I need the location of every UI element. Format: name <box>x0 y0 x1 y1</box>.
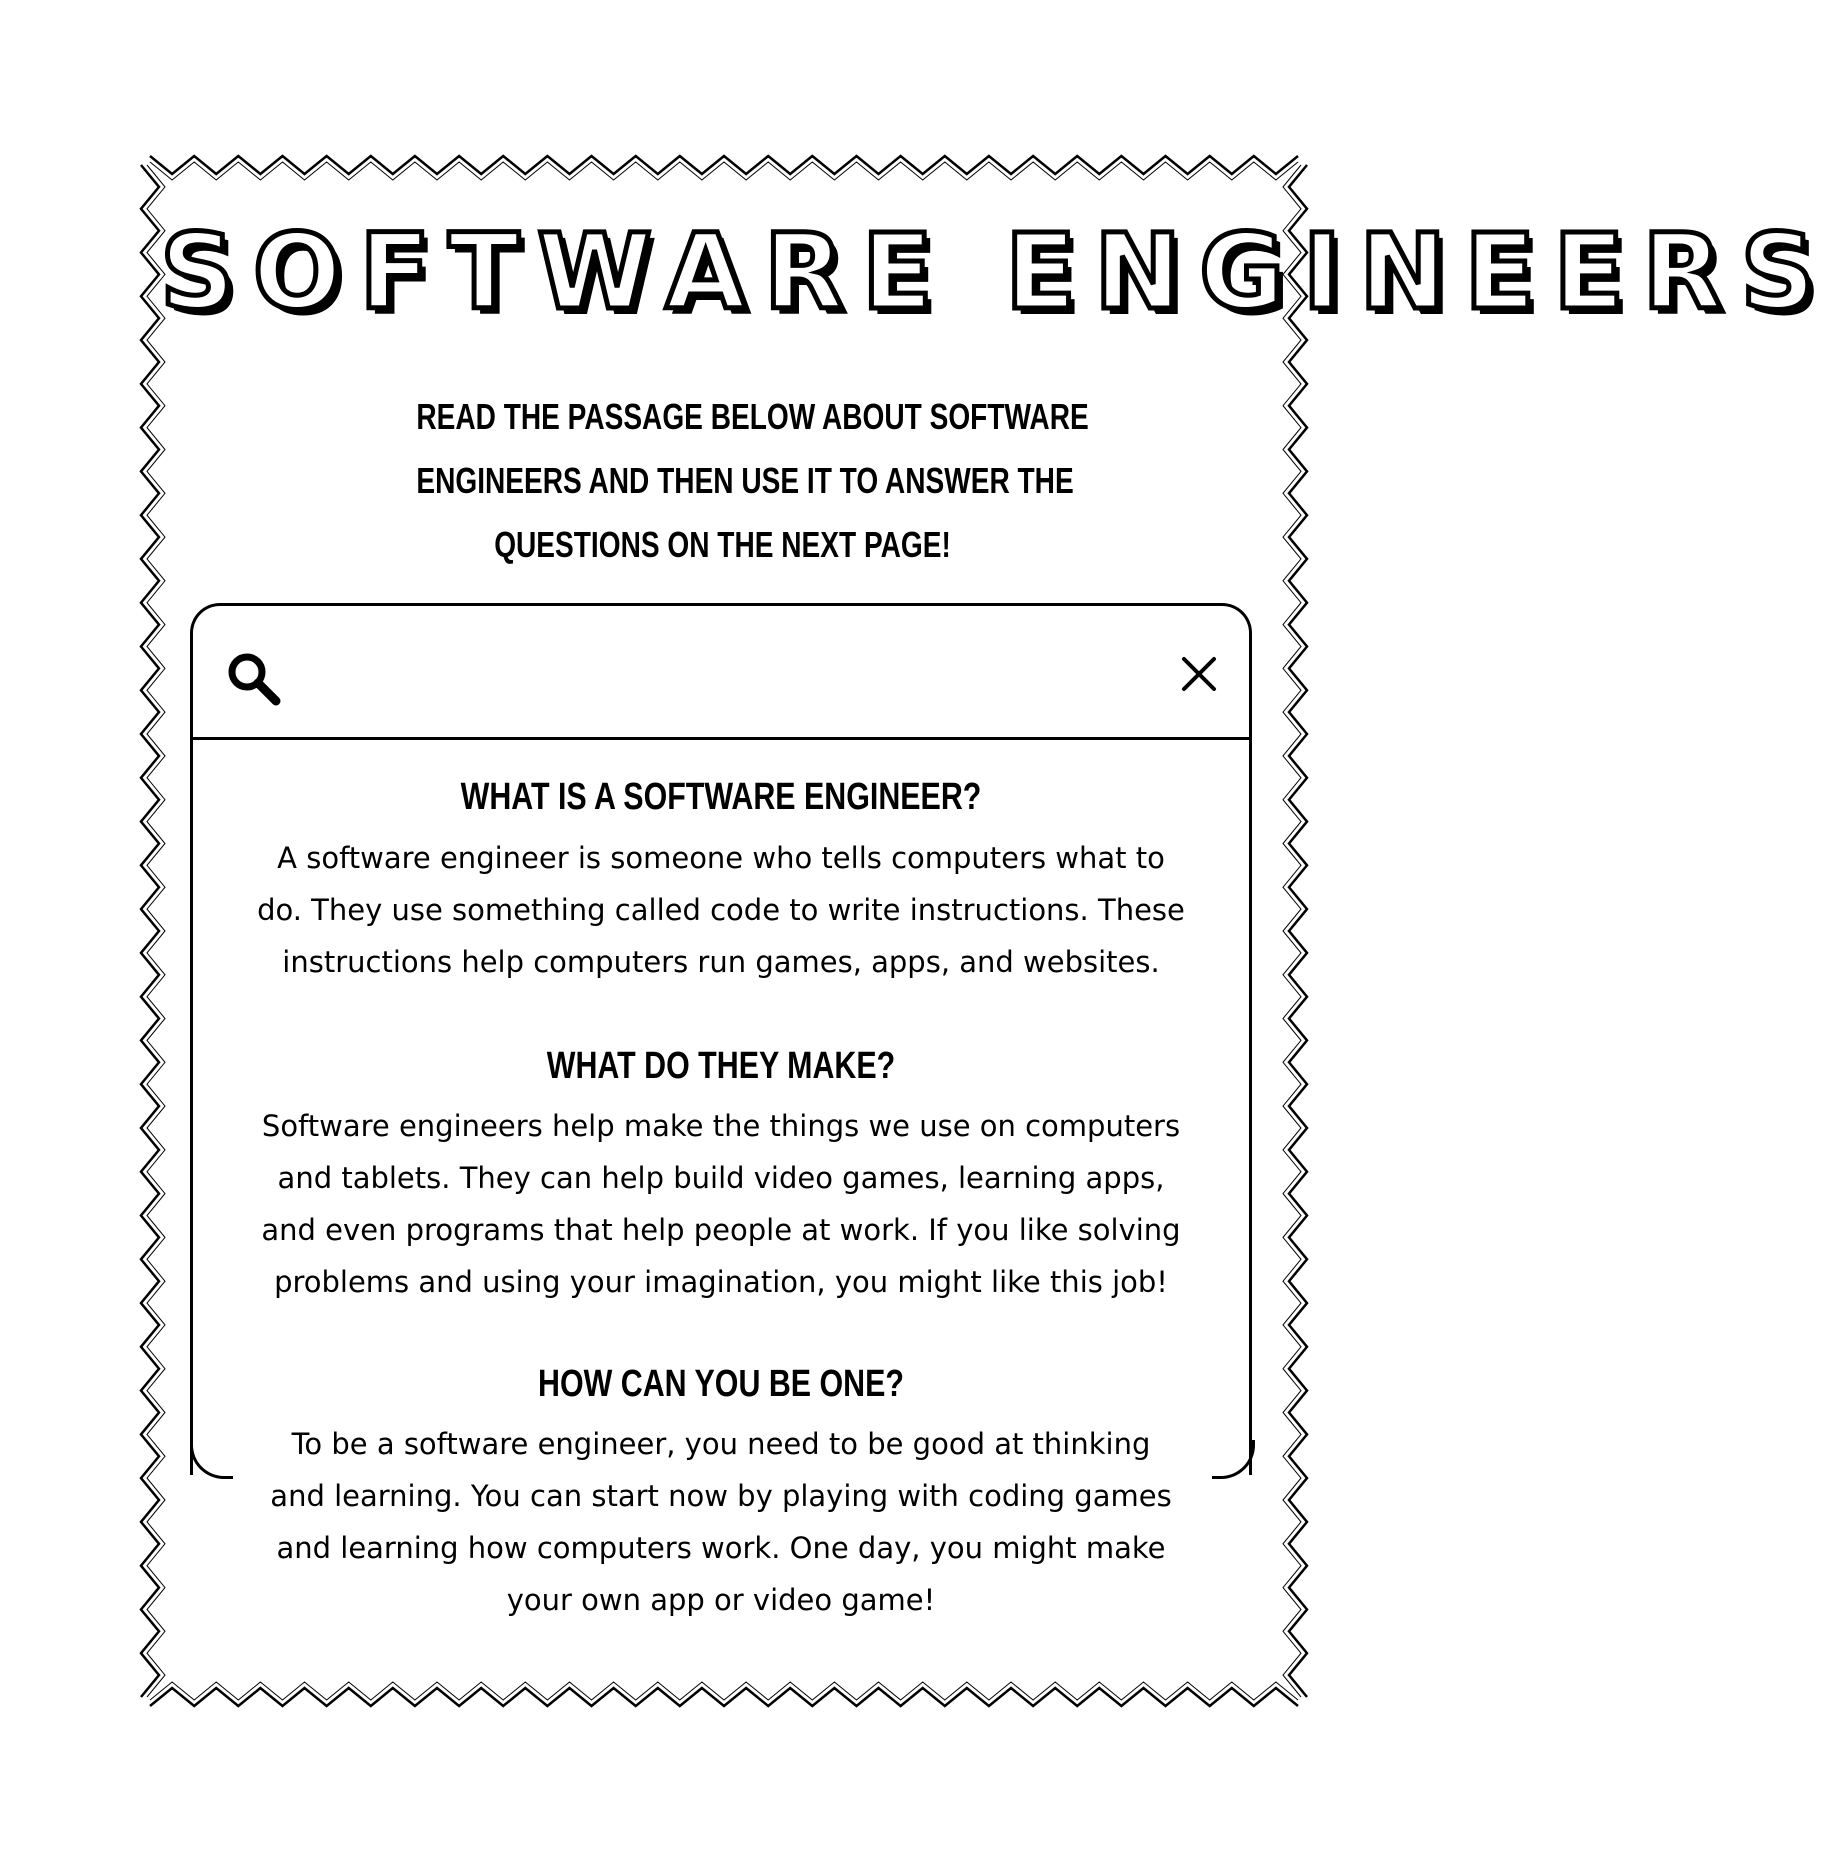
zigzag-edge <box>150 156 1298 174</box>
instructions-line: QUESTIONS ON THE NEXT PAGE! <box>494 524 951 565</box>
page-title: SOFTWARE ENGINEERS <box>160 211 1833 333</box>
zigzag-edge <box>141 165 159 1697</box>
paragraph-line: and learning how computers work. One day, you might make <box>276 1531 1166 1565</box>
section-paragraph <box>240 832 1202 988</box>
close-icon <box>1179 654 1219 694</box>
paragraph-line: To be a software engineer, you need to be good at thinking <box>291 1427 1151 1461</box>
zigzag-edge <box>150 1688 1298 1706</box>
zigzag-edge-inner <box>150 1682 1298 1700</box>
instructions <box>416 385 1089 577</box>
paragraph-line: and even programs that help people at work. If you like solving <box>261 1213 1181 1247</box>
instructions-line: READ THE PASSAGE BELOW ABOUT SOFTWARE <box>416 396 1089 437</box>
section-paragraph <box>240 1418 1202 1626</box>
section-heading: WHAT IS A SOFTWARE ENGINEER? <box>460 776 982 818</box>
zigzag-edge-inner <box>150 162 1298 180</box>
instructions-line: ENGINEERS AND THEN USE IT TO ANSWER THE <box>416 460 1074 501</box>
zigzag-edge-inner <box>147 165 165 1697</box>
zigzag-edge <box>1289 165 1307 1697</box>
zigzag-edge-inner <box>1283 165 1301 1697</box>
paragraph-line: and tablets. They can help build video games, learning apps, <box>277 1161 1165 1195</box>
paragraph-line: your own app or video game! <box>506 1583 936 1617</box>
section-heading: WHAT DO THEY MAKE? <box>546 1045 896 1087</box>
search-icon <box>223 648 283 708</box>
paragraph-line: problems and using your imagination, you might like this job! <box>274 1265 1168 1299</box>
search-bar <box>193 606 1249 740</box>
section-paragraph <box>240 1100 1202 1308</box>
paragraph-line: A software engineer is someone who tells computers what to <box>277 841 1165 875</box>
paragraph-line: Software engineers help make the things we use on computers <box>261 1109 1181 1143</box>
section-heading: HOW CAN YOU BE ONE? <box>538 1363 904 1405</box>
paragraph-line: instructions help computers run games, apps, and websites. <box>282 945 1160 979</box>
passage-browser-box <box>190 603 1252 1475</box>
paragraph-line: do. They use something called code to write instructions. These <box>257 893 1185 927</box>
paragraph-line: and learning. You can start now by playing with coding games <box>270 1479 1172 1513</box>
